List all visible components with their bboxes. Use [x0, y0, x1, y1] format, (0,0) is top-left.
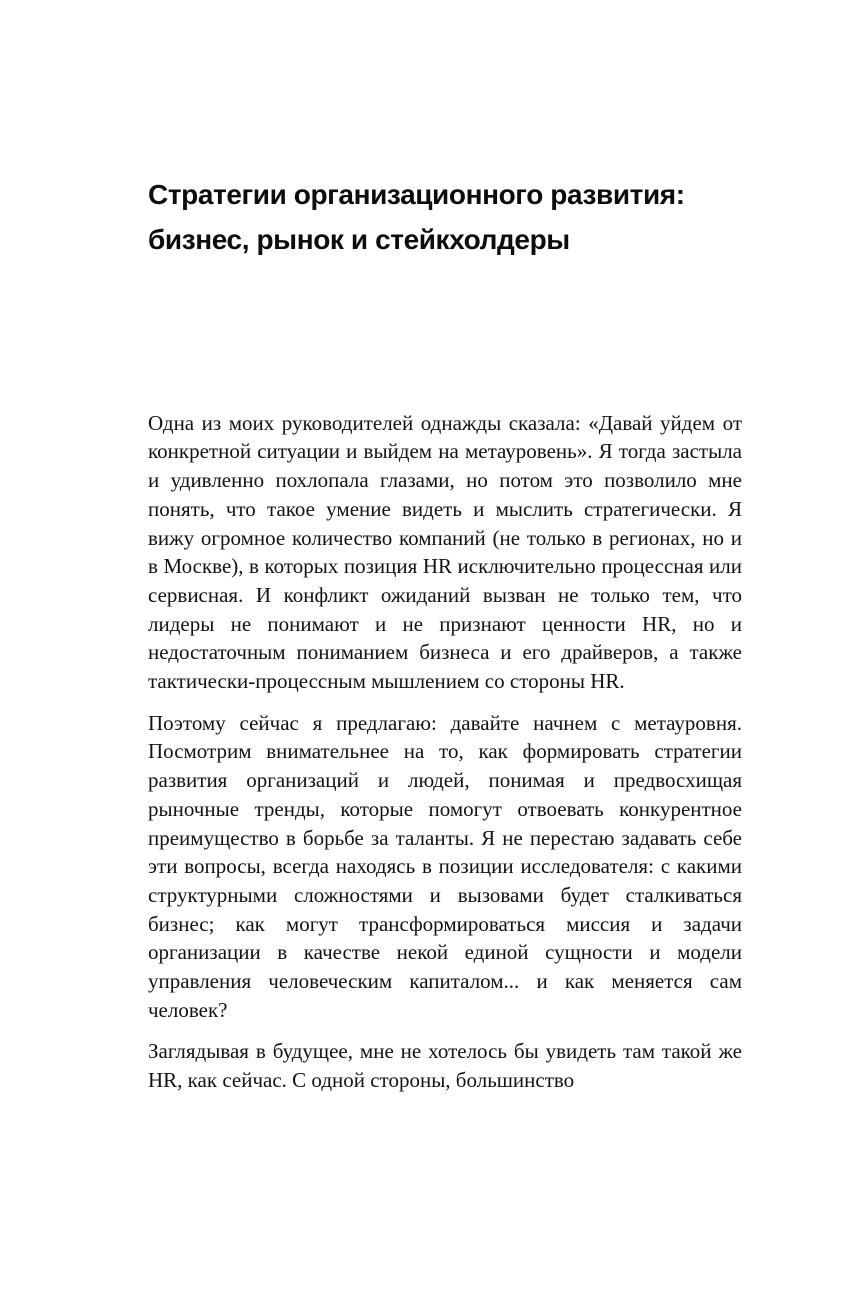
- paragraph-1: Одна из моих руководителей однажды сказала: «Давай уйдем от конкретной ситуации и выйдем на метауровень». Я тогда застыла и удивленно похлопала глазами, но потом это позволило мне понять, что такое умение видеть и мыслить стратегически. Я вижу огромное количество компаний (не только в регионах, но и в Москве), в которых позиция HR исключительно процессная или сервисная. И конфликт ожиданий вызван не только тем, что лидеры не понимают и не признают ценности HR, но и недостаточным пониманием бизнеса и его драйверов, а также тактически-процессным мышлением со стороны HR.: [148, 410, 742, 694]
- chapter-title-line-1: Стратегии организационного развития:: [148, 179, 685, 210]
- paragraph-2: Поэтому сейчас я предлагаю: давайте начнем с метауровня. Посмотрим внимательнее на то, как формировать стратегии развития организаций и людей, понимая и предвосхищая рыночные тренды, которые помогут отвоевать конкурентное преимущество в борьбе за таланты. Я не перестаю задавать себе эти вопросы, всегда находясь в позиции исследователя: с какими структурными сложностями и вызовами будет сталкиваться бизнес; как могут трансформироваться миссия и задачи организации в качестве некой единой сущности и модели управления человеческим капиталом... и как меняется сам человек?: [148, 710, 742, 1022]
- chapter-title-line-2: бизнес, рынок и стейкхолдеры: [148, 224, 570, 256]
- page-content: [148, 172, 742, 1095]
- chapter-title: [148, 172, 742, 263]
- paragraph-3: Заглядывая в будущее, мне не хотелось бы увидеть там такой же HR, как сейчас. С одной стороны, большинство: [148, 1039, 742, 1093]
- body-text: [148, 409, 742, 1095]
